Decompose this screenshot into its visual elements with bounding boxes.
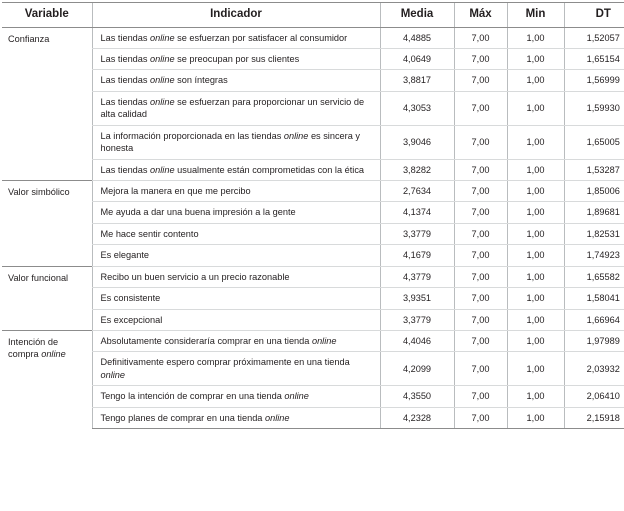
- max-cell: 7,00: [454, 70, 507, 91]
- mean-cell: 3,8282: [380, 159, 454, 180]
- indicator-emphasis: online: [283, 130, 309, 141]
- table-row: [2, 407, 624, 428]
- indicator-emphasis: online: [150, 32, 175, 43]
- min-cell: 1,00: [507, 386, 564, 407]
- indicator-cell: Recibo un buen servicio a un precio razonable: [92, 266, 380, 287]
- sd-cell: 2,06410: [564, 386, 624, 407]
- indicator-cell: La información proporcionada en las tiendas online es sincera y honesta: [92, 125, 380, 159]
- descriptive-statistics-table: [2, 2, 624, 429]
- indicator-cell: Me ayuda a dar una buena impresión a la gente: [92, 202, 380, 223]
- variable-group-label: [2, 181, 92, 267]
- table-row: [2, 27, 624, 48]
- sd-cell: 1,97989: [564, 330, 624, 351]
- indicator-cell: Las tiendas online se esfuerzan para proporcionar un servicio de alta calidad: [92, 91, 380, 125]
- min-cell: 1,00: [507, 330, 564, 351]
- table-row: [2, 159, 624, 180]
- min-cell: 1,00: [507, 288, 564, 309]
- variable-group-label-text: Confianza: [8, 33, 50, 44]
- table-row: [2, 70, 624, 91]
- sd-cell: 1,66964: [564, 309, 624, 330]
- min-cell: 1,00: [507, 223, 564, 244]
- indicator-cell: Las tiendas online se esfuerzan por satisfacer al consumidor: [92, 27, 380, 48]
- indicator-emphasis: online: [100, 369, 126, 380]
- table-row: [2, 330, 624, 351]
- indicator-emphasis: online: [150, 96, 175, 107]
- mean-cell: 3,9046: [380, 125, 454, 159]
- max-cell: 7,00: [454, 91, 507, 125]
- min-cell: 1,00: [507, 159, 564, 180]
- mean-cell: 3,9351: [380, 288, 454, 309]
- max-cell: 7,00: [454, 159, 507, 180]
- max-cell: 7,00: [454, 27, 507, 48]
- min-cell: 1,00: [507, 266, 564, 287]
- mean-cell: 4,0649: [380, 49, 454, 70]
- indicator-emphasis: online: [284, 391, 309, 402]
- table-row: [2, 223, 624, 244]
- indicator-cell: Las tiendas online usualmente están comprometidas con la ética: [92, 159, 380, 180]
- indicator-cell: Es excepcional: [92, 309, 380, 330]
- min-cell: 1,00: [507, 27, 564, 48]
- indicator-emphasis: online: [150, 54, 175, 65]
- min-cell: 1,00: [507, 125, 564, 159]
- mean-cell: 4,2328: [380, 407, 454, 428]
- max-cell: 7,00: [454, 386, 507, 407]
- variable-group-label: [2, 266, 92, 330]
- min-cell: 1,00: [507, 309, 564, 330]
- mean-cell: 3,3779: [380, 223, 454, 244]
- mean-cell: 4,3779: [380, 266, 454, 287]
- mean-cell: 4,4885: [380, 27, 454, 48]
- sd-cell: 1,53287: [564, 159, 624, 180]
- max-cell: 7,00: [454, 223, 507, 244]
- table-row: [2, 266, 624, 287]
- column-header-indicador: Indicador: [92, 3, 380, 28]
- indicator-emphasis: online: [264, 412, 290, 423]
- table-row: [2, 49, 624, 70]
- mean-cell: 4,3550: [380, 386, 454, 407]
- variable-group-label-text: Valor simbólico: [8, 187, 70, 198]
- indicator-emphasis: online: [150, 164, 175, 175]
- sd-cell: 1,89681: [564, 202, 624, 223]
- table-row: [2, 181, 624, 202]
- max-cell: 7,00: [454, 202, 507, 223]
- sd-cell: 1,85006: [564, 181, 624, 202]
- table-row: [2, 352, 624, 386]
- min-cell: 1,00: [507, 202, 564, 223]
- min-cell: 1,00: [507, 70, 564, 91]
- column-header-media: Media: [380, 3, 454, 28]
- header-row: [2, 3, 624, 28]
- indicator-cell: Me hace sentir contento: [92, 223, 380, 244]
- mean-cell: 4,4046: [380, 330, 454, 351]
- indicator-cell: Tengo la intención de comprar en una tienda online: [92, 386, 380, 407]
- max-cell: 7,00: [454, 288, 507, 309]
- min-cell: 1,00: [507, 407, 564, 428]
- max-cell: 7,00: [454, 266, 507, 287]
- variable-group-label-text: Intención de compra online: [8, 336, 66, 360]
- indicator-emphasis: online: [311, 335, 337, 346]
- sd-cell: 1,65582: [564, 266, 624, 287]
- min-cell: 1,00: [507, 245, 564, 266]
- sd-cell: 1,59930: [564, 91, 624, 125]
- variable-group-label-text: Valor funcional: [8, 272, 69, 283]
- mean-cell: 4,2099: [380, 352, 454, 386]
- max-cell: 7,00: [454, 330, 507, 351]
- mean-cell: 4,1374: [380, 202, 454, 223]
- indicator-cell: Definitivamente espero comprar próximamente en una tienda online: [92, 352, 380, 386]
- table-row: [2, 309, 624, 330]
- indicator-cell: Mejora la manera en que me percibo: [92, 181, 380, 202]
- table-row: [2, 288, 624, 309]
- indicator-cell: Es elegante: [92, 245, 380, 266]
- indicator-emphasis: online: [150, 75, 175, 86]
- mean-cell: 2,7634: [380, 181, 454, 202]
- column-header-dt: DT: [564, 3, 624, 28]
- sd-cell: 1,52057: [564, 27, 624, 48]
- max-cell: 7,00: [454, 49, 507, 70]
- table-row: [2, 245, 624, 266]
- max-cell: 7,00: [454, 245, 507, 266]
- mean-cell: 3,8817: [380, 70, 454, 91]
- variable-group-label: [2, 330, 92, 428]
- max-cell: 7,00: [454, 352, 507, 386]
- sd-cell: 1,65154: [564, 49, 624, 70]
- table-row: [2, 125, 624, 159]
- variable-label-emphasis: online: [41, 349, 66, 360]
- max-cell: 7,00: [454, 309, 507, 330]
- min-cell: 1,00: [507, 181, 564, 202]
- min-cell: 1,00: [507, 352, 564, 386]
- sd-cell: 1,56999: [564, 70, 624, 91]
- sd-cell: 1,74923: [564, 245, 624, 266]
- min-cell: 1,00: [507, 91, 564, 125]
- indicator-cell: Las tiendas online se preocupan por sus clientes: [92, 49, 380, 70]
- table-row: [2, 202, 624, 223]
- min-cell: 1,00: [507, 49, 564, 70]
- sd-cell: 1,65005: [564, 125, 624, 159]
- max-cell: 7,00: [454, 407, 507, 428]
- column-header-min: Min: [507, 3, 564, 28]
- mean-cell: 4,1679: [380, 245, 454, 266]
- column-header-variable: Variable: [2, 3, 92, 28]
- indicator-cell: Absolutamente consideraría comprar en una tienda online: [92, 330, 380, 351]
- column-header-max: Máx: [454, 3, 507, 28]
- max-cell: 7,00: [454, 181, 507, 202]
- table-row: [2, 386, 624, 407]
- mean-cell: 3,3779: [380, 309, 454, 330]
- indicator-cell: Tengo planes de comprar en una tienda online: [92, 407, 380, 428]
- indicator-cell: Es consistente: [92, 288, 380, 309]
- max-cell: 7,00: [454, 125, 507, 159]
- mean-cell: 4,3053: [380, 91, 454, 125]
- table-body: [2, 27, 624, 428]
- indicator-cell: Las tiendas online son íntegras: [92, 70, 380, 91]
- table-header: [2, 3, 624, 28]
- sd-cell: 1,82531: [564, 223, 624, 244]
- sd-cell: 1,58041: [564, 288, 624, 309]
- variable-group-label: [2, 27, 92, 180]
- table-row: [2, 91, 624, 125]
- sd-cell: 2,03932: [564, 352, 624, 386]
- sd-cell: 2,15918: [564, 407, 624, 428]
